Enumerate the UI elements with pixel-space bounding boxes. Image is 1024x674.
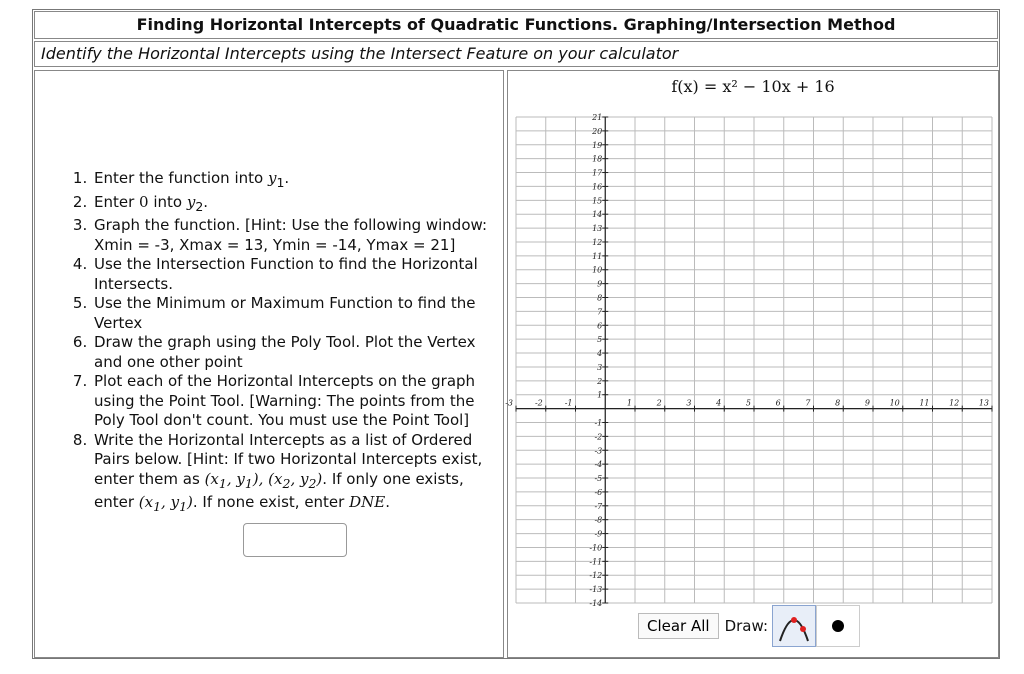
- y-tick-label: 10: [592, 265, 603, 275]
- y-tick-label: 4: [597, 349, 603, 359]
- step-8: 8. Write the Horizontal Intercepts as a list of Ordered Pairs below. [Hint: If two Horizontal Intercepts exist, enter them as ($x_1$, $y_1$), ($x_2$, $y_2$). If only one exists, enter ($x_1$, $y_1$). If none exist, enter DNE.: [92, 431, 502, 517]
- y2-symbol: y: [186, 192, 196, 211]
- y-tick-label: -12: [589, 571, 603, 581]
- y-tick-label: 3: [597, 362, 603, 372]
- x-tick-label: 8: [835, 398, 841, 408]
- x-tick-label: 1: [626, 398, 632, 408]
- y-tick-label: 12: [592, 237, 603, 247]
- instruction-list: [35, 169, 502, 517]
- y-tick-label: -14: [589, 599, 603, 608]
- y-tick-label: 19: [592, 140, 603, 150]
- y-tick-label: 7: [597, 307, 603, 317]
- y-tick-label: -6: [594, 487, 603, 497]
- x-tick-label: -2: [534, 398, 543, 408]
- y-tick-label: 9: [597, 279, 603, 289]
- x-tick-label: 4: [716, 398, 722, 408]
- y-tick-label: 15: [592, 196, 603, 206]
- y-tick-label: 14: [592, 210, 603, 220]
- y-tick-label: 1: [597, 390, 603, 400]
- step-4: 4. Use the Intersection Function to find the Horizontal Intersects.: [92, 255, 502, 294]
- x-tick-label: -3: [505, 398, 513, 408]
- x-tick-label: 9: [864, 398, 870, 408]
- y-tick-label: 18: [592, 154, 603, 164]
- instructions-panel: [34, 70, 504, 658]
- zero-symbol: 0: [139, 192, 149, 211]
- y-tick-label: -4: [594, 460, 603, 470]
- graph-panel: [507, 70, 999, 658]
- y-tick-label: 16: [592, 182, 603, 192]
- y-tick-label: 6: [597, 321, 603, 331]
- x-tick-label: 2: [656, 398, 662, 408]
- y-tick-label: 2: [597, 376, 603, 386]
- y-tick-label: 11: [592, 251, 603, 261]
- y-tick-label: -3: [594, 446, 603, 456]
- step-5: 5. Use the Minimum or Maximum Function to find the Vertex: [92, 294, 502, 333]
- y-tick-label: 21: [592, 113, 603, 122]
- draw-label: Draw:: [724, 617, 769, 635]
- problem-frame: [32, 9, 1000, 659]
- x-tick-label: 13: [978, 398, 989, 408]
- y-tick-label: 17: [592, 168, 603, 178]
- y-tick-label: -7: [594, 501, 603, 511]
- y-tick-label: -9: [594, 529, 603, 539]
- x-tick-label: 12: [949, 398, 960, 408]
- y-tick-label: -1: [594, 418, 603, 428]
- x-tick-label: 7: [805, 398, 811, 408]
- draw-toolbar: [638, 605, 860, 647]
- poly-tool-icon: [774, 607, 814, 645]
- x-tick-label: 10: [889, 398, 900, 408]
- step-7: 7. Plot each of the Horizontal Intercepts on the graph using the Point Tool. [Warning: The points from the Poly Tool don't count. You must use the Point Tool]: [92, 372, 502, 431]
- y-tick-label: 5: [597, 335, 603, 345]
- y-tick-label: -5: [594, 474, 603, 484]
- page-title: Finding Horizontal Intercepts of Quadratic Functions. Graphing/Intersection Method: [34, 11, 998, 39]
- step-2: 2. Enter 0 into $y_2$.: [92, 193, 502, 217]
- y-tick-label: 20: [592, 126, 603, 136]
- clear-all-button[interactable]: Clear All: [638, 613, 719, 639]
- y-tick-label: -13: [589, 585, 603, 595]
- x-tick-label: 3: [686, 398, 692, 408]
- step-6: 6. Draw the graph using the Poly Tool. Plot the Vertex and one other point: [92, 333, 502, 372]
- y-tick-label: -10: [589, 543, 603, 553]
- y-tick-label: -2: [594, 432, 603, 442]
- x-tick-label: 6: [775, 398, 781, 408]
- y-tick-label: 8: [597, 293, 603, 303]
- x-tick-label: 5: [745, 398, 751, 408]
- y-tick-label: 13: [592, 224, 603, 234]
- function-label: f(x) = x² − 10x + 16: [671, 77, 835, 96]
- step-1: 1. Enter the function into $y_1$.: [92, 169, 502, 193]
- poly-tool-button[interactable]: [772, 605, 816, 647]
- answer-input[interactable]: [243, 523, 347, 557]
- step-3: 3. Graph the function. [Hint: Use the following window: Xmin = -3, Xmax = 13, Ymin = -14, Ymax = 21]: [92, 216, 502, 255]
- y-tick-label: -8: [594, 515, 603, 525]
- y1-symbol: y: [267, 169, 277, 187]
- page-subtitle: Identify the Horizontal Intercepts using the Intersect Feature on your calculator: [34, 41, 998, 67]
- coordinate-grid[interactable]: [505, 113, 992, 608]
- y-tick-label: -11: [589, 557, 603, 567]
- point-tool-icon: [828, 616, 848, 636]
- point-tool-button[interactable]: [816, 605, 860, 647]
- x-tick-label: 11: [919, 398, 930, 408]
- x-tick-label: -1: [564, 398, 573, 408]
